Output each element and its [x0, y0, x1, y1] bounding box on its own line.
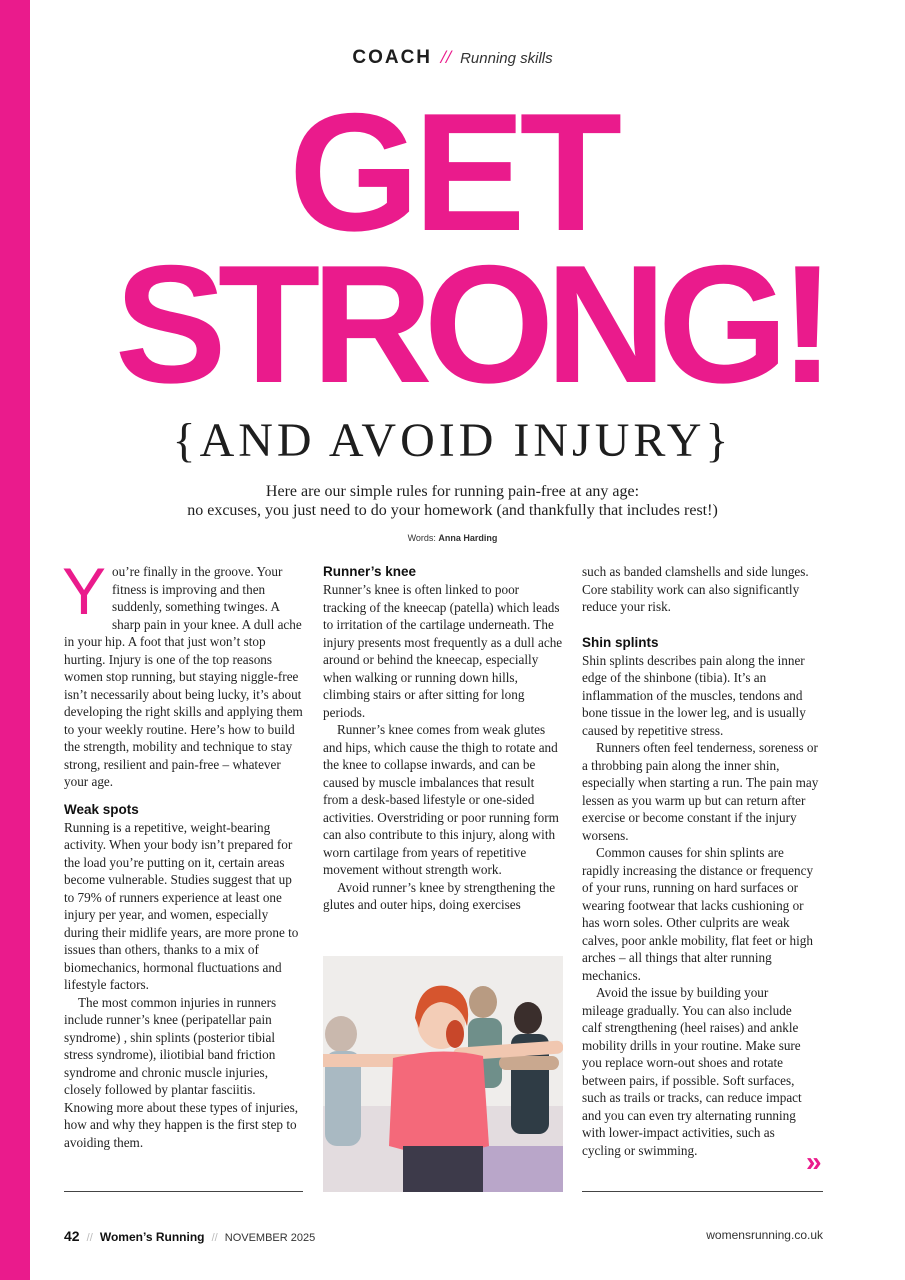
article-column-2	[323, 563, 563, 914]
continue-chevron-icon: »	[806, 1146, 816, 1177]
byline	[0, 533, 905, 543]
standfirst	[60, 482, 845, 520]
subsection-label: Running skills	[460, 50, 553, 67]
heading-runners-knee: Runner’s knee	[323, 564, 417, 579]
section-label: COACH	[352, 47, 433, 68]
headline-line-1: GET	[288, 78, 617, 266]
shin-splints-paragraph-3: Common causes for shin splints are rapidly increasing the distance or frequency of your runs, running on hard surfaces or wearing footwear that lacks cushioning or has worn soles. Other culprits are weak calves, poor ankle mobility, flat feet or high arches – all things that alter running mechanics.	[582, 845, 814, 983]
heading-weak-spots: Weak spots	[64, 801, 139, 817]
woman-yoga-warrior-pose-photo	[323, 956, 563, 1192]
heading-shin-splints: Shin splints	[582, 634, 659, 650]
footer-separator-1: //	[86, 1232, 93, 1244]
drop-cap: Y	[62, 554, 107, 628]
weak-spots-paragraph-1: Running is a repetitive, weight-bearing activity. When your body isn’t prepared for the load you’re putting on it, certain areas become vulnerable. Studies suggest that up to 79% of runners experience at least one injury per year, and women, especially during their midlife years, are more prone to issues than others, thanks to a mix of biomechanics, hormonal fluctuations and lifestyle factors.	[64, 819, 299, 992]
headline-line-2: STRONG!	[114, 230, 827, 418]
magazine-name: Women’s Running	[99, 1230, 205, 1244]
standfirst-line-2: no excuses, you just need to do your homework (and thankfully that includes rest!)	[187, 502, 718, 519]
kicker-slashes: //	[440, 47, 452, 68]
article-column-1	[62, 554, 304, 1151]
runners-knee-paragraph-3: Avoid runner’s knee by strengthening the glutes and outer hips, doing exercises	[323, 879, 556, 912]
section-kicker	[0, 47, 905, 69]
intro-paragraph	[62, 554, 304, 791]
page-footer-left	[64, 1228, 315, 1244]
article-column-3	[582, 563, 822, 1159]
runners-knee-paragraph-1: Runner’s knee is often linked to poor tracking of the kneecap (patella) which leads to irritation of the cartilage underneath. The injury presents most frequently as a dull ache around or behind the kneecap, especially when walking or running down hills, climbing stairs or after sitting for long periods.	[323, 582, 563, 720]
runners-knee-paragraph-2: Runner’s knee comes from weak glutes and hips, which cause the thigh to rotate and the knee to collapse inwards, and can be caused by muscle imbalances that result from a desk-based lifestyle or one-sided activities. Overstriding or poor running form can also contribute to this injury, along with worn cartilage from years of repetitive movement without strength work.	[323, 722, 559, 877]
weak-spots-paragraph-2: The most common injuries in runners include runner’s knee (peripatellar pain syndrome) , shin splints (posterior tibial stress syndrome), iliotibial band friction syndrome and chronic muscle injuries, closely followed by plantar fasciitis. Knowing more about these types of injuries, how and why they happen is the first step to avoiding them.	[64, 994, 299, 1150]
byline-label: Words:	[407, 533, 436, 543]
shin-splints-paragraph-2: Runners often feel tenderness, soreness or a throbbing pain along the inner shin, especially when starting a run. The pain may lessen as you warm up but can return after exercise or become constant if the injury worsens.	[582, 740, 819, 843]
column-3-bottom-rule	[582, 1191, 823, 1192]
photo-illustration	[323, 956, 563, 1192]
standfirst-line-1: Here are our simple rules for running pain-free at any age:	[265, 483, 640, 500]
headline-subtitle: {AND AVOID INJURY}	[172, 414, 733, 467]
runners-knee-paragraph-3-continued: such as banded clamshells and side lunges. Core stability work can also significantly reduce your risk.	[582, 564, 809, 614]
website-link[interactable]: womensrunning.co.uk	[706, 1228, 823, 1242]
column-1-bottom-rule	[64, 1191, 303, 1192]
intro-text: ou’re finally in the groove. Your fitness is improving and then suddenly, something twinges. A sharp pain in your knee. A dull ache in your hip. A foot that just won’t stop hurting. Injury is one of the top reasons women stop running, but staying niggle-free isn’t necessarily about being lucky, it’s about developing the right skills and applying them to your weekly routine. Here’s how to build the strength, mobility and technique to stay strong, resilient and pain-free – whatever your age.	[64, 564, 303, 789]
issue-date: NOVEMBER 2025	[224, 1232, 316, 1244]
shin-splints-paragraph-1: Shin splints describes pain along the inner edge of the shinbone (tibia). It’s an inflammation of the muscles, tendons and bone tissue in the lower leg, and is usually caused by repetitive stress.	[582, 652, 806, 738]
page-number: 42	[64, 1228, 80, 1244]
footer-separator-2: //	[211, 1232, 218, 1244]
shin-splints-paragraph-4: Avoid the issue by building your mileage gradually. You can also include calf strengthening (heel raises) and ankle mobility drills in your routine. Make sure you replace worn-out shoes and rotate between pairs, if possible. Soft surfaces, such as trails or tracks, can reduce impact and you can even try alternating running with lower-impact activities, such as cycling or swimming.	[582, 985, 802, 1158]
byline-author: Anna Harding	[438, 533, 498, 543]
